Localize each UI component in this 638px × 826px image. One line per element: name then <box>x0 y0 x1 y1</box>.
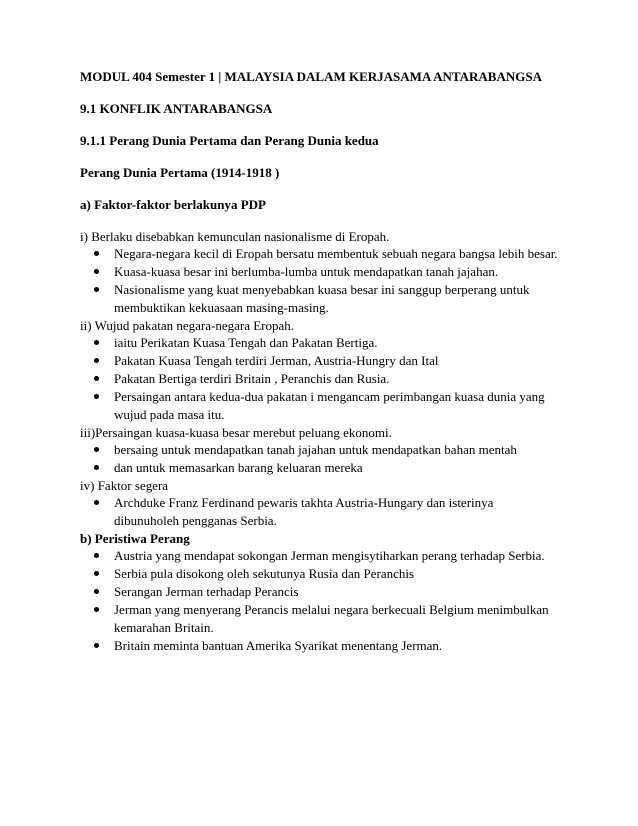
document-page <box>80 68 560 655</box>
bullet-icon <box>94 571 99 576</box>
list-item <box>80 565 560 583</box>
list-item-text: Persaingan antara kedua-dua pakatan i mengancam perimbangan kuasa dunia yang wujud pada masa itu. <box>114 389 545 422</box>
list-item-text: dan untuk memasarkan barang keluaran mereka <box>114 460 363 475</box>
list-item-text: Pakatan Kuasa Tengah terdiri Jerman, Austria-Hungry dan Ital <box>114 353 439 368</box>
bullet-list <box>80 245 560 317</box>
list-item <box>80 637 560 655</box>
list-item-text: Serbia pula disokong oleh sekutunya Rusia dan Peranchis <box>114 566 415 581</box>
bullet-icon <box>94 500 99 505</box>
list-item <box>80 601 560 637</box>
list-item <box>80 547 560 565</box>
bullet-icon <box>94 340 99 345</box>
bullet-list <box>80 494 560 530</box>
bullet-icon <box>94 358 99 363</box>
list-item-text: Britain meminta bantuan Amerika Syarikat menentang Jerman. <box>114 638 443 653</box>
list-item-text: Austria yang mendapat sokongan Jerman mengisytiharkan perang terhadap Serbia. <box>114 548 545 563</box>
list-item-text: Kuasa-kuasa besar ini berlumba-lumba untuk mendapatkan tanah jajahan. <box>114 264 499 279</box>
list-item <box>80 583 560 601</box>
list-item-text: Jerman yang menyerang Perancis melalui negara berkecuali Belgium menimbulkan kemarahan Britain. <box>114 602 549 635</box>
bullet-icon <box>94 643 99 648</box>
bullet-icon <box>94 376 99 381</box>
bullet-icon <box>94 269 99 274</box>
bullet-icon <box>94 394 99 399</box>
list-item <box>80 441 560 459</box>
list-item <box>80 281 560 317</box>
bullet-icon <box>94 607 99 612</box>
list-item-text: Negara-negara kecil di Eropah bersatu membentuk sebuah negara bangsa lebih besar. <box>114 246 558 261</box>
bullet-list <box>80 441 560 477</box>
list-item <box>80 370 560 388</box>
list-item-text: Pakatan Bertiga terdiri Britain , Peranchis dan Rusia. <box>114 371 390 386</box>
bullet-icon <box>94 553 99 558</box>
list-item-text: iaitu Perikatan Kuasa Tengah dan Pakatan Bertiga. <box>114 335 378 350</box>
module-header: MODUL 404 Semester 1 | MALAYSIA DALAM KERJASAMA ANTARABANGSA <box>80 69 542 84</box>
bullet-icon <box>94 589 99 594</box>
subsection-heading: 9.1.1 Perang Dunia Pertama dan Perang Dunia kedua <box>80 133 379 148</box>
list-item <box>80 334 560 352</box>
list-item-text: bersaing untuk mendapatkan tanah jajahan untuk mendapatkan bahan mentah <box>114 442 517 457</box>
section-heading: 9.1 KONFLIK ANTARABANGSA <box>80 101 273 116</box>
list-item <box>80 245 560 263</box>
topic-title: Perang Dunia Pertama (1914-1918 ) <box>80 165 280 180</box>
list-item <box>80 494 560 530</box>
list-item <box>80 352 560 370</box>
list-item-text: Nasionalisme yang kuat menyebabkan kuasa besar ini sanggup berperang untuk membuktikan kekuasaan masing-masing. <box>114 282 530 315</box>
list-item <box>80 459 560 477</box>
faktor-point-label: iii)Persaingan kuasa-kuasa besar merebut peluang ekonomi. <box>80 425 392 440</box>
bullet-icon <box>94 287 99 292</box>
bullet-list <box>80 547 560 655</box>
list-item <box>80 263 560 281</box>
faktor-point-label: iv) Faktor segera <box>80 478 169 493</box>
bullet-icon <box>94 465 99 470</box>
bullet-icon <box>94 447 99 452</box>
bullet-list <box>80 334 560 424</box>
faktor-point-label: i) Berlaku disebabkan kemunculan nasionalisme di Eropah. <box>80 229 390 244</box>
faktor-heading: a) Faktor-faktor berlakunya PDP <box>80 197 266 212</box>
peristiwa-heading: b) Peristiwa Perang <box>80 531 190 546</box>
faktor-point-label: ii) Wujud pakatan negara-negara Eropah. <box>80 318 294 333</box>
list-item-text: Serangan Jerman terhadap Perancis <box>114 584 299 599</box>
bullet-icon <box>94 251 99 256</box>
list-item <box>80 388 560 424</box>
list-item-text: Archduke Franz Ferdinand pewaris takhta Austria-Hungary dan isterinya dibunuholeh pengganas Serbia. <box>114 495 494 528</box>
